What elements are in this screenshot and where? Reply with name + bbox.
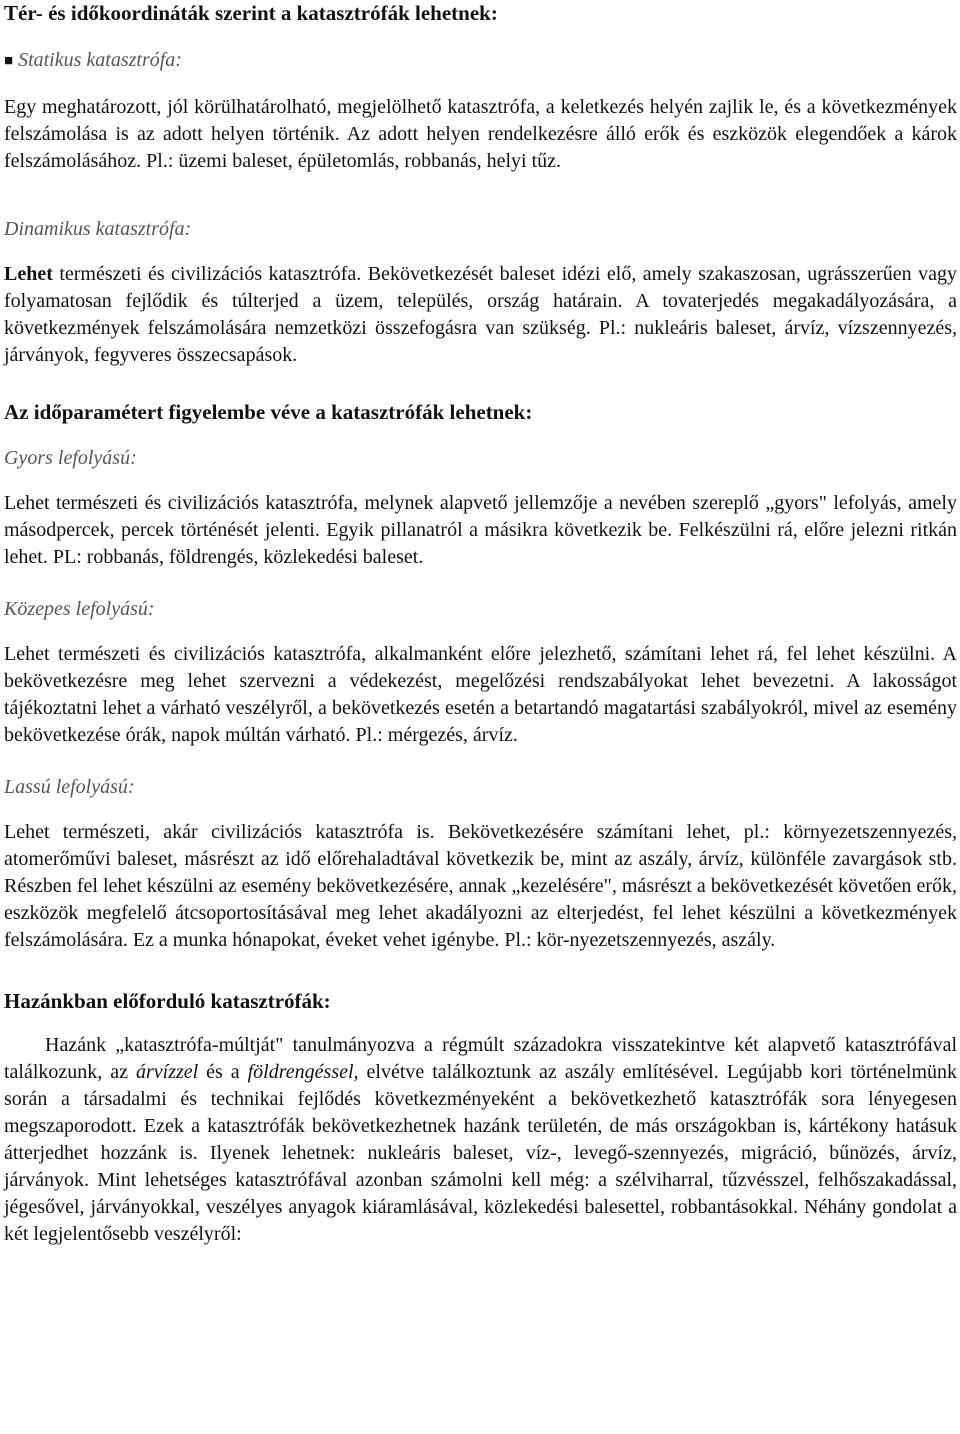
static-title-label: Statikus katasztrófa: [18, 49, 182, 71]
fast-title: Gyors lefolyású: [4, 447, 137, 469]
section-heading-time: Az időparamétert figyelembe véve a katasztrófák lehetnek: [4, 400, 533, 424]
section-heading-domestic: Hazánkban előforduló katasztrófák: [4, 989, 331, 1013]
domestic-text-b: és a [198, 1061, 248, 1083]
static-paragraph: Egy meghatározott, jól körülhatárolható, megjelölhető katasztrófa, a keletkezés helyén zajlik le, és a következmények felszámolása is az adott helyen történik. Az adott helyen rendelkezésre álló erők és eszközök elegendőek a károk felszámolásához. Pl.: üzemi baleset, épületomlás, robbanás, helyi tűz. [4, 96, 957, 172]
medium-title: Közepes lefolyású: [4, 598, 155, 620]
fast-paragraph: Lehet természeti és civilizációs katasztrófa, melynek alapvető jellemzője a nevében szereplő „gyors" lefolyás, amely másodpercek, percek történését jelenti. Egyik pillanatról a másikra következik be. Felkészülni rá, előre jelezni ritkán lehet. PL: robbanás, földrengés, közlekedési baleset. [4, 492, 957, 568]
slow-title: Lassú lefolyású: [4, 776, 135, 798]
slow-paragraph: Lehet természeti, akár civilizációs katasztrófa is. Bekövetkezésére számítani lehet, pl.: környezetszennyezés, atomerőművi baleset, másrészt az idő előrehaladtával következik be, mint az aszály, árvíz, különféle zavargások stb. Részben fel lehet készülni az esemény bekövetkezésére, annak „kezelésére", másrészt a bekövetkezését követően erők, eszközök megfelelő átcsoportosításával meg lehet akadályozni az elterjedést, fel lehet készülni a következmények felszámolására. Ez a munka hónapokat, éveket vehet igénybe. Pl.: kör-nyezetszennyezés, aszály. [4, 821, 957, 951]
domestic-emphasis-flood: árvízzel [135, 1061, 199, 1083]
domestic-paragraph [4, 1032, 957, 1248]
static-title [4, 47, 957, 76]
dynamic-text: természeti és civilizációs katasztrófa. Bekövetkezését baleset idézi elő, amely szakaszosan, ugrásszerűen vagy folyamatosan fejlődik és túlterjed a üzem, település, ország határain. A tovaterjedés megakadályozására, a következmények felszámolására nemzetközi összefogásra van szükség. Pl.: nukleáris baleset, árvíz, vízszennyezés, járványok, fegyveres összecsapások. [4, 263, 957, 366]
dynamic-lead-word: Lehet [4, 263, 53, 285]
dynamic-paragraph [4, 261, 957, 369]
domestic-text-a: Hazánk „katasztrófa-múltját" tanulmányozva a régmúlt századokra visszatekintve két alapvető katasztrófával találkozunk, az [4, 1034, 957, 1083]
dynamic-title: Dinamikus katasztrófa: [4, 218, 192, 240]
section-heading-space-time: Tér- és időkoordináták szerint a katasztrófák lehetnek: [4, 1, 498, 25]
square-bullet-icon: ■ [4, 53, 14, 69]
medium-paragraph: Lehet természeti és civilizációs katasztrófa, alkalmanként előre jelezhető, számítani lehet rá, fel lehet készülni. A bekövetkezésre meg lehet szervezni a védekezést, megelőzési rendszabályokat lehet bevezetni. A lakosságot tájékoztatni lehet a várható veszélyről, a bekövetkezés esetén a betartandó magatartási szabályokról, mivel az esemény bekövetkezése órák, napok múltán várható. Pl.: mérgezés, árvíz. [4, 643, 957, 746]
domestic-text-c: elvétve találkoztunk az aszály említésével. Legújabb kori történelmünk során a társadalmi és technikai fejlődés következményeként a bekövetkezhető katasztrófák sora lényegesen megszaporodott. Ezek a katasztrófák bekövetkezhetnek hazánk területén, de más országokban is, kártékony hatásuk átterjedhet hozzánk is. Ilyenek lehetnek: nukleáris baleset, víz-, levegő-szennyezés, migráció, bűnözés, árvíz, járványok. Mint lehetséges katasztrófával azonban számolni kell még: a szélviharral, tűzvésszel, felhőszakadással, jégesővel, járványokkal, veszélyes anyagok kiáramlásával, közlekedési balesettel, robbantásokkal. Néhány gondolat a két legjelentősebb veszélyről: [4, 1061, 957, 1245]
domestic-emphasis-earthquake: földrengéssel, [247, 1061, 359, 1083]
